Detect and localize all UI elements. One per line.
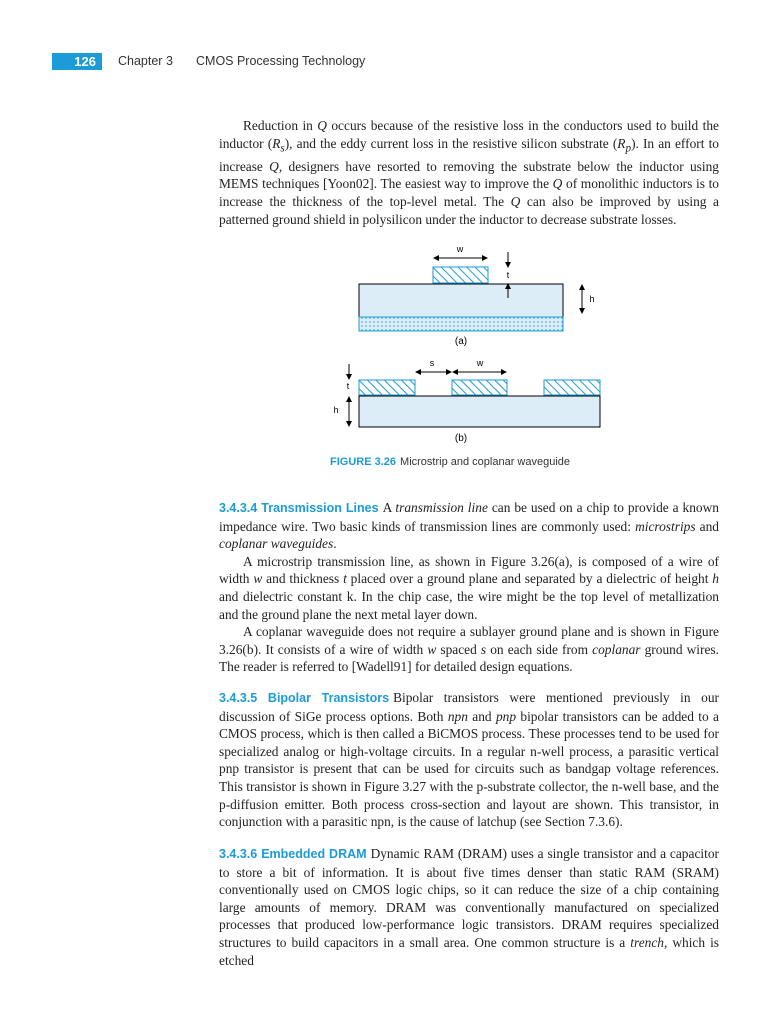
chapter-title: CMOS Processing Technology (196, 54, 366, 68)
subfigure-a-label: (a) (454, 336, 468, 347)
signal-wire (433, 267, 488, 283)
width-label-b: w (476, 358, 484, 368)
height-label: h (589, 294, 595, 304)
section-bipolar-transistors: 3.4.3.5 Bipolar Transistors Bipolar transistors were mentioned previously in our discussion of SiGe process options. Both npn and pnp bipolar transistors can be added to a CMOS process, which is then called a BiCMOS process. These processes tend to be used for specialized analog or high-voltage circuits. In a regular n-well process, a parasitic vertical pnp transistor is present that can be used for circuits such as bandgap voltage references. This transistor is shown in Figure 3.27 with the p-substrate collector, the n-well base, and the p-diffusion emitter. Both process cross-section and layout are shown. This transistor, in conjunction with a parasitic npn, is the cause of latchup (see Section 7.3.6). (219, 690, 719, 830)
thickness-label: t (506, 270, 510, 280)
width-label: w (456, 244, 464, 254)
thickness-label-b: t (346, 381, 350, 391)
section-embedded-dram: 3.4.3.6 Embedded DRAM Dynamic RAM (DRAM) uses a single transistor and a capacitor to store a bit of information. It is about five times denser than static RAM (SRAM) conventionally used on CMOS logic chips, so it can reduce the size of a chip containing large amounts of memory. DRAM was conventionally manufactured on specialized processes that produced low-performance logic transistors. DRAM requires specialized structures to build capacitors in a small area. One common structure is a trench, which is etched (219, 846, 720, 968)
height-label-b: h (333, 405, 339, 415)
section-transmission-lines: 3.4.3.4 Transmission Lines A transmission line can be used on a chip to provide a known impedance wire. Two basic kinds of transmission lines are commonly used: microstrips and coplanar waveguides. A microstrip transmission line, as shown in Figure 3.26(a), is composed of a wire of width w and thickness t placed over a ground plane and separated by a dielectric of height h and dielectric constant k. In the chip case, the wire might be the top level of metallization and the ground plane the next metal layer down. A coplanar waveguide does not require a sublayer ground plane and is shown in Figure 3.26(b). It consists of a wire of width w spaced s on each side from coplanar ground wires. The reader is referred to [Wadell91] for detailed design equations. (219, 500, 720, 675)
ground-wire-left (359, 380, 415, 395)
ground-wire-right (544, 380, 600, 395)
figure-caption-text: Microstrip and coplanar waveguide (400, 456, 571, 468)
section-heading: 3.4.3.6 Embedded DRAM (219, 847, 367, 861)
ground-plane (359, 317, 563, 331)
section-heading: 3.4.3.5 Bipolar Transistors (219, 691, 390, 705)
substrate-layer (359, 396, 600, 427)
microstrip-diagram (359, 244, 595, 347)
section-heading: 3.4.3.4 Transmission Lines (219, 501, 379, 515)
spacing-label: s (429, 358, 435, 368)
figure-caption-label: FIGURE 3.26 (330, 456, 397, 468)
dielectric-layer (359, 284, 563, 317)
subfigure-b-label: (b) (454, 433, 468, 444)
chapter-label: Chapter 3 (118, 54, 173, 68)
intro-paragraph: Reduction in Q occurs because of the resistive loss in the conductors used to build the inductor $(R_s)$, and the eddy current loss in the resistive silicon substrate $(R_p)$. In an effort to increase Q, designers have resorted to removing the substrate below the inductor using MEMS techniques [Yoon02]. The easiest way to improve the Q of monolithic inductors is to increase the thickness of the top-level metal. The Q can also be improved by using a patterned ground shield in polysilicon under the inductor to decrease substrate losses. (219, 118, 720, 227)
figure-3-26 (320, 240, 620, 452)
coplanar-waveguide-diagram (333, 358, 600, 444)
figure-caption (330, 456, 570, 468)
page-number: 126 (52, 53, 102, 70)
signal-wire-center (452, 380, 507, 395)
